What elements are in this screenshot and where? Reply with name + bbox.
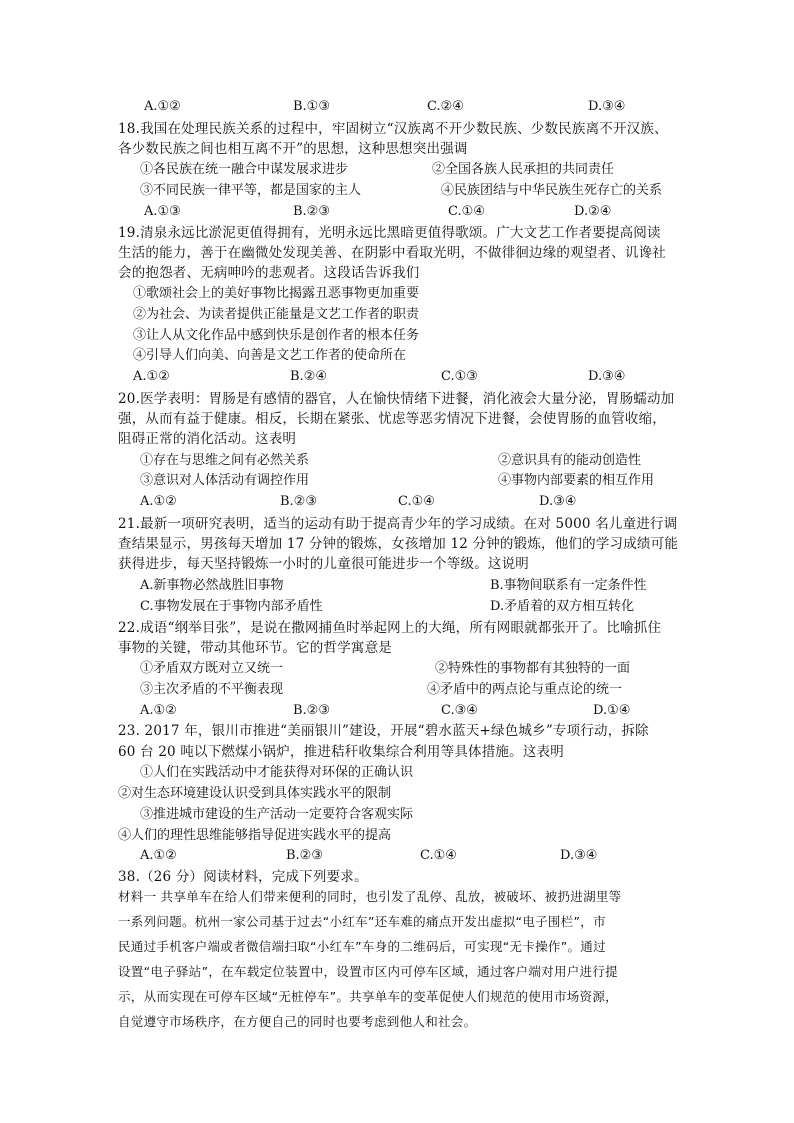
q20-option-b: B.②③ <box>280 494 317 509</box>
q23-item-4: ④人们的理性思维能够指导促进实践水平的提高 <box>118 828 392 843</box>
q20-item-4: ④事物内部要素的相互作用 <box>498 473 655 488</box>
material-line-2: 一系列问题。杭州一家公司基于过去“小红车”还车难的痛点开发出虚拟“电子围栏”，市 <box>118 914 606 929</box>
q21-option-c: C.事物发展在于事物内部矛盾性 <box>140 599 323 614</box>
material-line-1: 材料一 共享单车在给人们带来便利的同时，也引发了乱停、乱放，被破坏、被扔进湖里等 <box>118 889 622 904</box>
q22-stem-line-2: 事物的关键，带动其他环节。它的哲学寓意是 <box>118 640 392 656</box>
q20-option-a: A.①② <box>140 494 177 509</box>
q22-option-d: D.①④ <box>593 703 631 718</box>
q18-option-d: D.②④ <box>574 204 612 219</box>
q38-stem: 38.（26 分）阅读材料，完成下列要求。 <box>118 869 368 885</box>
q17-option-a: A.①② <box>144 99 181 114</box>
q23-item-3: ③推进城市建设的生产活动一定要符合客观实际 <box>140 807 414 822</box>
q23-option-c: C.①④ <box>420 848 457 863</box>
material-line-5: 示，从而实现在可停车区域“无桩停车”。共享单车的变革促使人们规范的使用市场资源， <box>118 989 618 1004</box>
q23-stem-line-2: 60 台 20 吨以下燃煤小锅炉，推进秸秆收集综合利用等具体措施。这表明 <box>118 744 564 760</box>
q22-option-b: B.②③ <box>293 703 330 718</box>
q19-item-1: ①歌颂社会上的美好事物比揭露丑恶事物更加重要 <box>133 286 420 301</box>
q38-material-one <box>118 884 684 1034</box>
q23-option-d: D.③④ <box>560 848 598 863</box>
q18-item-1: ①各民族在统一融合中谋发展求进步 <box>140 162 349 177</box>
material-line-3: 民通过手机客户端或者微信端扫取“小红车”车身的二维码后，可实现“无卡操作”。通过 <box>118 939 606 954</box>
material-line-6: 自觉遵守市场秩序，在方便自己的同时也要考虑到他人和社会。 <box>118 1014 477 1029</box>
q23-stem-line-1: 23. 2017 年，银川市推进“美丽银川”建设，开展“碧水蓝天+绿色城乡”专项行动，拆除 <box>118 723 649 739</box>
q23-option-a: A.①② <box>140 848 177 863</box>
q19-option-b: B.②④ <box>290 369 327 384</box>
q19-option-a: A.①② <box>133 369 170 384</box>
q17-option-b: B.①③ <box>293 99 330 114</box>
q18-item-4: ④民族团结与中华民族生死存亡的关系 <box>441 183 663 198</box>
q22-stem-line-1: 22.成语“纲举目张”，是说在撒网捕鱼时举起网上的大绳，所有网眼就都张开了。比喻抓住 <box>118 620 662 636</box>
q18-option-b: B.②③ <box>293 204 330 219</box>
q21-stem-line-1: 21.最新一项研究表明，适当的运动有助于提高青少年的学习成绩。在对 5000 名儿童进行调 <box>118 516 678 532</box>
q22-option-a: A.①② <box>140 703 177 718</box>
q18-item-2: ②全国各族人民承担的共同责任 <box>432 162 615 177</box>
q22-option-c: C.③④ <box>441 703 478 718</box>
q20-stem-line-1: 20.医学表明：胃肠是有感情的器官，人在愉快情绪下进餐，消化液会大量分泌，胃肠蠕动加 <box>118 391 675 407</box>
q17-option-d: D.③④ <box>588 99 626 114</box>
q21-option-b: B.事物间联系有一定条件性 <box>490 578 647 593</box>
q19-item-4: ④引导人们向美、向善是文艺工作者的使命所在 <box>133 348 407 363</box>
q19-option-c: C.①③ <box>441 369 478 384</box>
q20-item-3: ③意识对人体活动有调控作用 <box>140 473 310 488</box>
q22-item-3: ③主次矛盾的不平衡表现 <box>140 682 284 697</box>
q22-item-2: ②特殊性的事物都有其独特的一面 <box>435 661 631 676</box>
q21-option-d: D.矛盾着的双方相互转化 <box>490 599 635 614</box>
q21-stem-line-2: 查结果显示，男孩每天增加 17 分钟的锻炼，女孩增加 12 分钟的锻炼，他们的学习成绩可能 <box>118 536 679 552</box>
q19-stem-line-3: 会的抱怨者、无病呻吟的悲观者。这段话告诉我们 <box>118 265 420 281</box>
q19-stem-line-2: 生活的能力，善于在幽微处发现美善、在阴影中看取光明，不做徘徊边缘的观望者、讥谗社 <box>118 245 666 261</box>
q20-stem-line-3: 阻碍正常的消化活动。这表明 <box>118 431 297 447</box>
q18-item-3: ③不同民族一律平等，都是国家的主人 <box>140 183 362 198</box>
q20-item-2: ②意识具有的能动创造性 <box>498 453 642 468</box>
q18-stem-line-1: 18.我国在处理民族关系的过程中，牢固树立“汉族离不开少数民族、少数民族离不开汉族、 <box>118 121 668 137</box>
q21-option-a: A.新事物必然战胜旧事物 <box>140 578 284 593</box>
q18-stem-line-2: 各少数民族之间也相互离不开”的思想，这种思想突出强调 <box>118 141 468 157</box>
q22-item-4: ④矛盾中的两点论与重点论的统一 <box>427 682 623 697</box>
q19-option-d: D.③④ <box>588 369 626 384</box>
q21-stem-line-3: 获得进步，每天坚持锻炼一小时的儿童很可能进步一个等级。这说明 <box>118 556 529 572</box>
material-line-4: 设置“电子驿站”，在车载定位装置中，设置市区内可停车区域，通过客户端对用户进行提 <box>118 964 618 979</box>
q20-option-c: C.①④ <box>398 494 435 509</box>
q20-option-d: D.③④ <box>539 494 577 509</box>
q20-item-1: ①存在与思维之间有必然关系 <box>140 453 310 468</box>
q19-item-3: ③让人从文化作品中感到快乐是创作者的根本任务 <box>133 328 420 343</box>
q23-option-b: B.②③ <box>286 848 323 863</box>
q19-item-2: ②为社会、为读者提供正能量是文艺工作者的职责 <box>133 307 420 322</box>
q17-option-c: C.②④ <box>427 99 464 114</box>
q20-stem-line-2: 强，从而有益于健康。相反，长期在紧张、忧虑等恶劣情况下进餐，会使胃肠的血管收缩， <box>118 411 666 427</box>
q18-option-c: C.①④ <box>448 204 485 219</box>
q23-item-2: ②对生态环境建设认识受到具体实践水平的限制 <box>118 786 392 801</box>
q23-item-1: ①人们在实践活动中才能获得对环保的正确认识 <box>140 765 414 780</box>
q22-item-1: ①矛盾双方既对立又统一 <box>140 661 284 676</box>
q19-stem-line-1: 19.清泉永远比淤泥更值得拥有，光明永远比黑暗更值得歌颂。广大文艺工作者要提高阅读 <box>118 225 661 241</box>
q18-option-a: A.①③ <box>144 204 181 219</box>
